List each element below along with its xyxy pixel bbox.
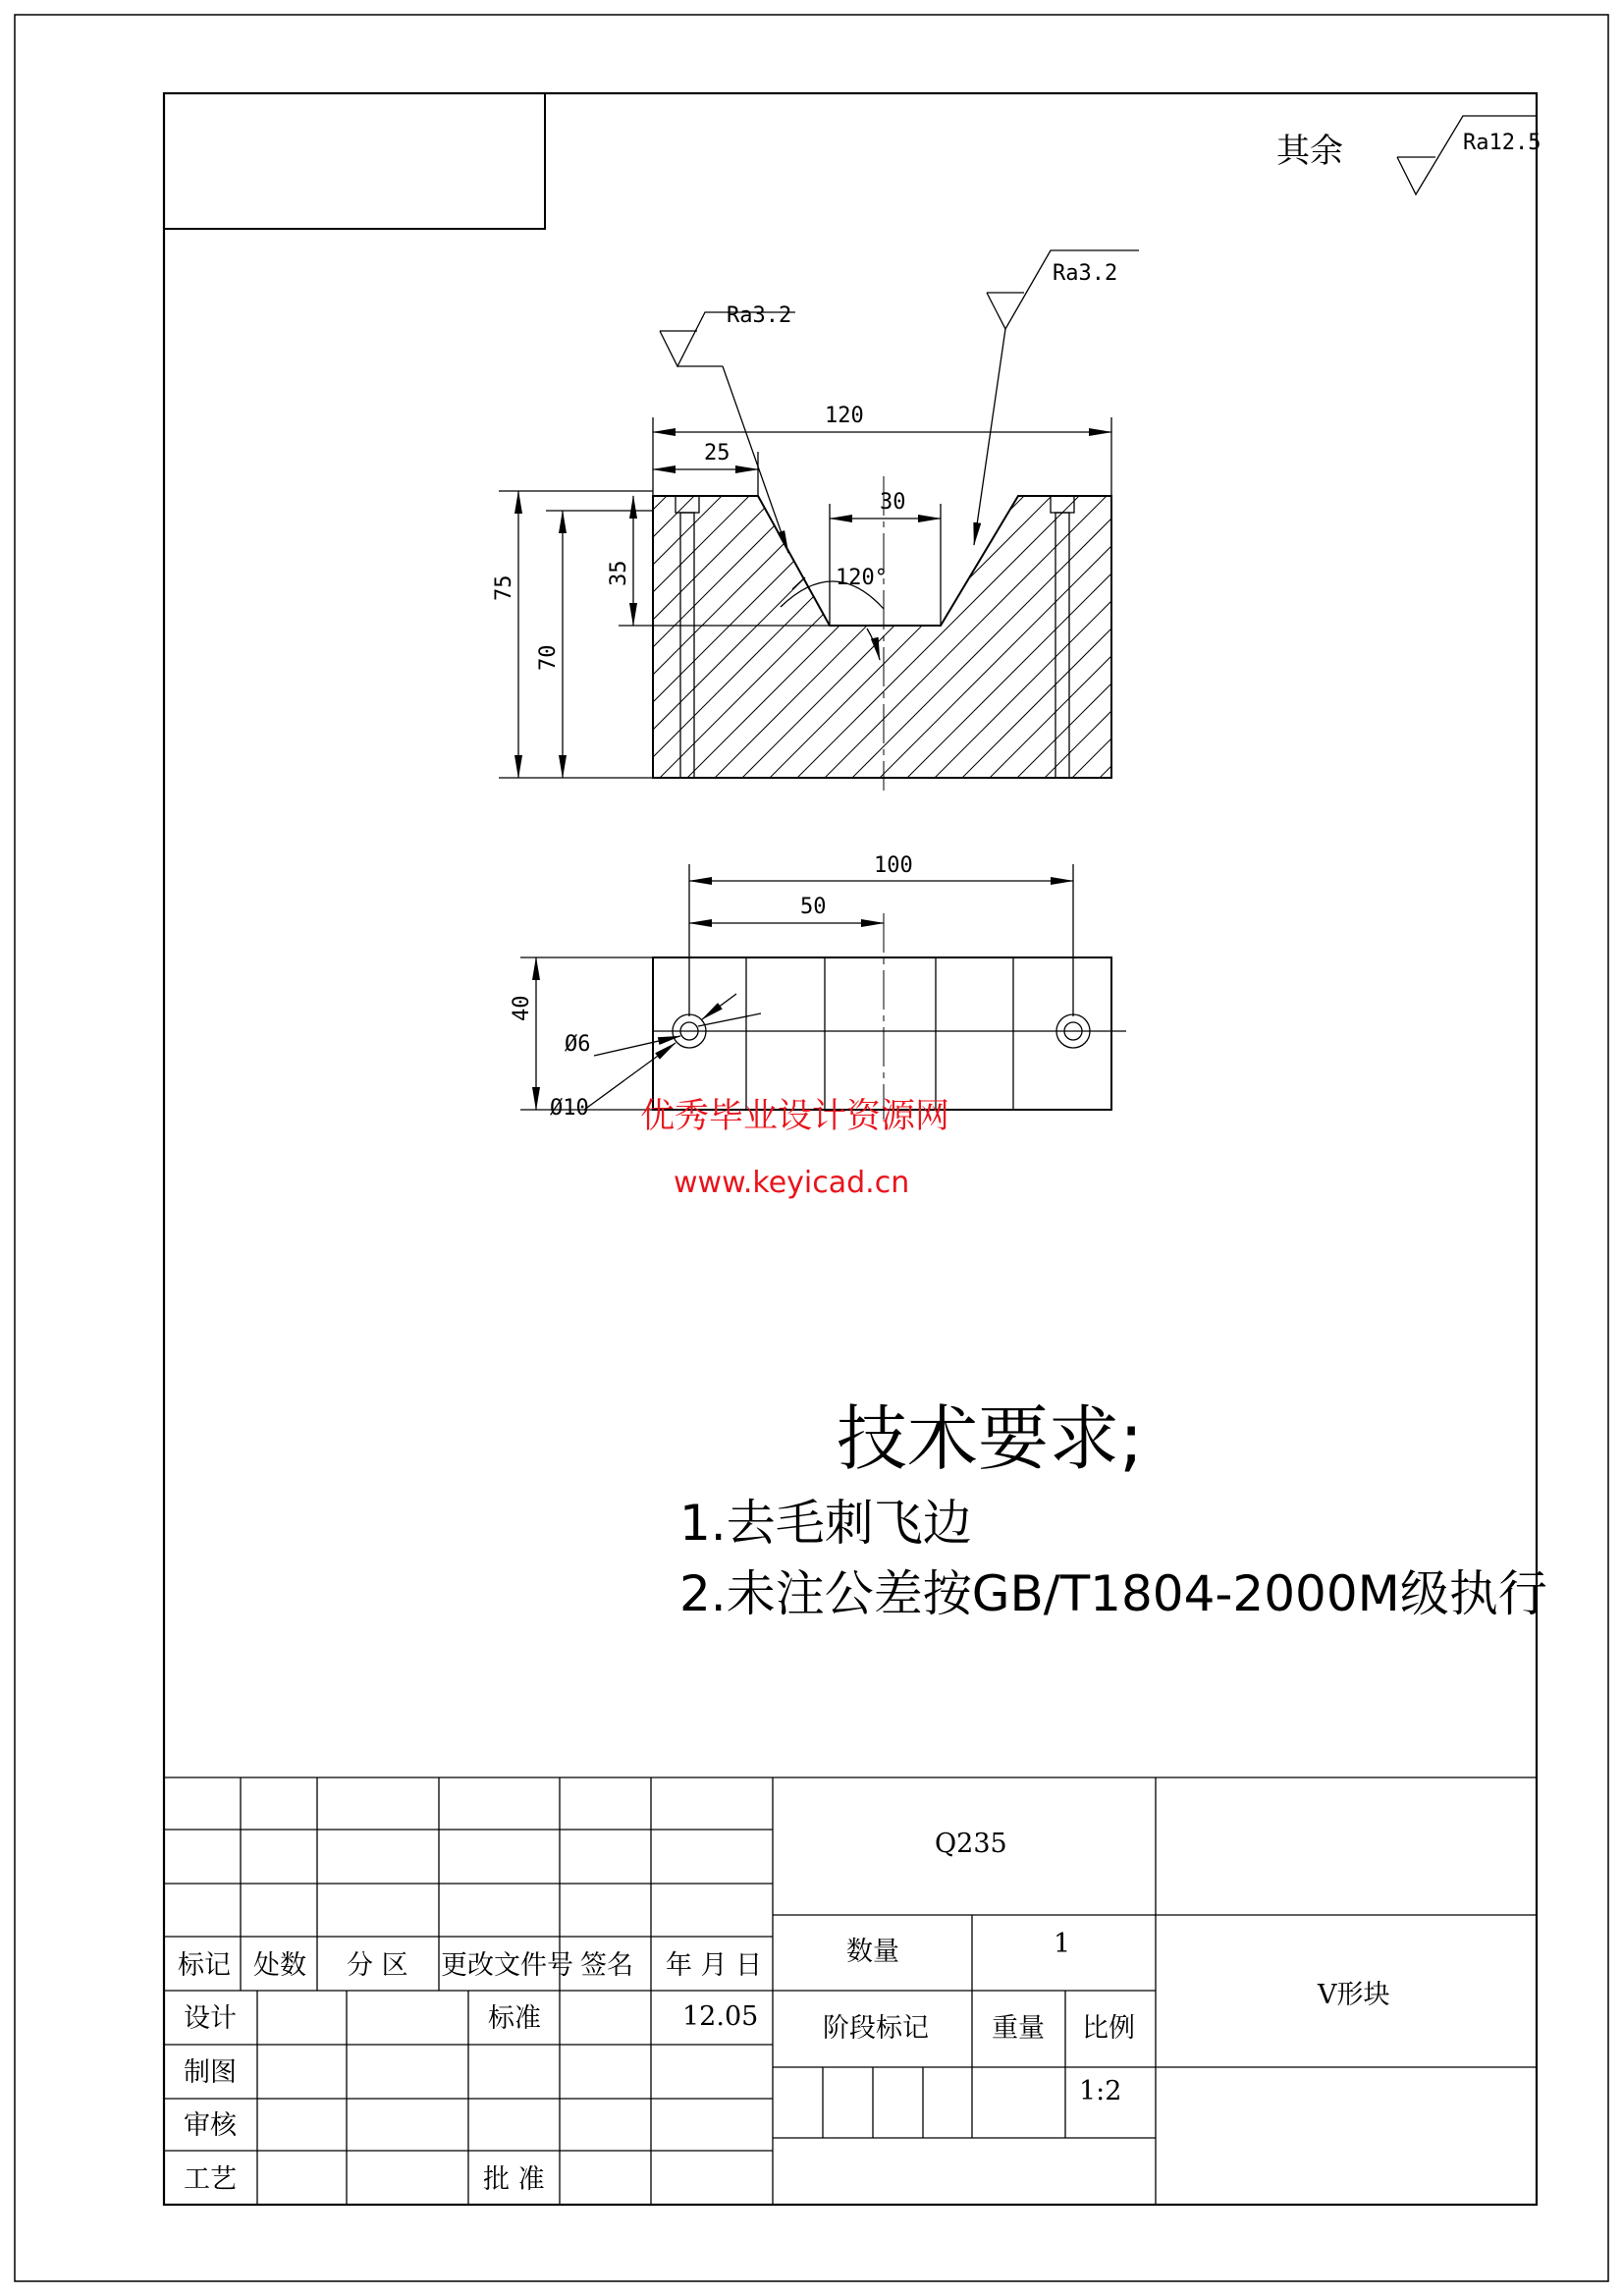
dim-120-deg: 120°: [836, 566, 888, 590]
top-view: [510, 853, 1126, 1121]
dim-30: 30: [880, 490, 906, 515]
roughness-right: Ra3.2: [1053, 261, 1118, 286]
dim-d10: Ø10: [550, 1096, 589, 1121]
watermark-title: 优秀毕业设计资源网: [640, 1097, 950, 1136]
tb-design: 设计: [184, 2003, 237, 2034]
dim-100: 100: [874, 853, 913, 878]
tb-weight-label: 重量: [992, 2013, 1045, 2044]
dim-50: 50: [800, 895, 827, 919]
dim-40: 40: [510, 995, 534, 1021]
tb-part-name: V形块: [1318, 1980, 1390, 2010]
tb-stage-label: 阶段标记: [823, 2013, 929, 2044]
title-block: [164, 1777, 1537, 2205]
tb-quantity-label: 数量: [846, 1937, 899, 1967]
tb-header-signature: 签名: [580, 1950, 633, 1981]
dim-75: 75: [492, 574, 516, 601]
dim-25: 25: [704, 441, 730, 465]
roughness-note-label: 其余: [1276, 132, 1343, 171]
tech-req-item-1: 1.去毛刺飞边: [679, 1495, 972, 1552]
dim-120: 120: [825, 404, 864, 428]
tb-header-mark: 标记: [178, 1950, 231, 1981]
tb-header-zone: 分 区: [347, 1950, 408, 1981]
tb-material: Q235: [935, 1829, 1007, 1859]
tb-scale-label: 比例: [1082, 2013, 1135, 2044]
roughness-note-value: Ra12.5: [1463, 131, 1542, 155]
top-left-box: [164, 93, 545, 229]
tb-drawing: 制图: [184, 2057, 237, 2088]
front-view: [275, 250, 1623, 805]
tb-header-change-doc: 更改文件号: [441, 1950, 573, 1981]
roughness-note: [1276, 116, 1541, 194]
watermark-url: www.keyicad.cn: [674, 1166, 910, 1200]
tech-req-title: 技术要求;: [837, 1397, 1144, 1480]
tech-req-item-2: 2.未注公差按GB/T1804-2000M级执行: [679, 1565, 1547, 1622]
dim-70: 70: [536, 644, 561, 671]
tb-header-count: 处数: [253, 1950, 306, 1981]
dim-d6: Ø6: [565, 1032, 591, 1057]
outer-border: [15, 15, 1608, 2281]
tb-review: 审核: [184, 2110, 237, 2141]
tb-process: 工艺: [184, 2164, 237, 2195]
roughness-left: Ra3.2: [727, 303, 792, 328]
tb-date: 12.05: [682, 2001, 759, 2032]
tb-scale: 1:2: [1079, 2076, 1122, 2106]
tb-approve: 批 准: [483, 2164, 545, 2195]
tb-header-date: 年 月 日: [666, 1950, 763, 1981]
tb-standard: 标准: [488, 2003, 541, 2034]
tb-quantity: 1: [1054, 1929, 1071, 1959]
dim-35: 35: [607, 560, 631, 586]
